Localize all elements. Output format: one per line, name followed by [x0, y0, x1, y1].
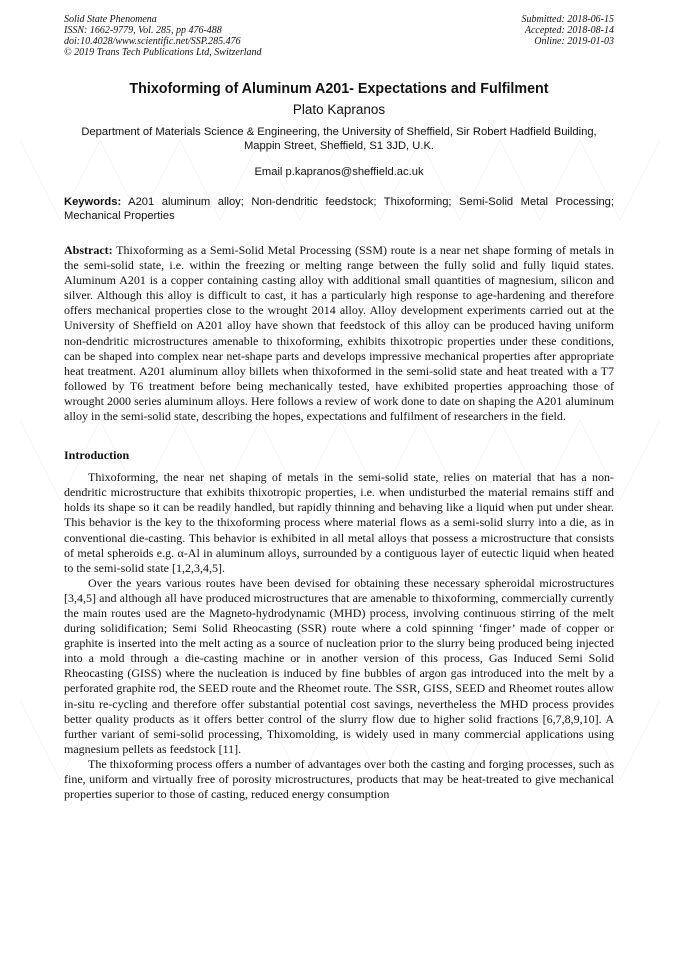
abstract-text: Thixoforming as a Semi-Solid Metal Processing (SSM) route is a near net shape forming of metals in the semi-solid state, i.e. within the freezing or melting range between the fully solid and fully liquid states. Aluminum A201 is a copper containing casting alloy with additional small quantities of magnesium, silicon and silver. Although this alloy is difficult to cast, it has a particularly high response to age-hardening and therefore offers mechanical properties close to the wrought 2014 alloy. Alloy development experiments carried out at the University of Sheffield on A201 alloy have shown that feedstock of this alloy can be produced having uniform non-dendritic microstructures amenable to thixoforming, exhibits thixotropic properties under these conditions, can be shaped into complex near net-shape parts and develops impressive mechanical properties after appropriate heat treatment. A201 aluminum alloy billets when thixoformed in the semi-solid state and heat treated with a T7 followed by T6 treatment before being mechanically tested, have exhibited properties approaching those of wrought 2000 series aluminum alloys. Here follows a review of work done to date on shaping the A201 aluminum alloy in the semi-solid state, describing the hopes, expectations and fulfilment of researchers in the field. [64, 243, 614, 424]
copyright: © 2019 Trans Tech Publications Ltd, Switzerland [64, 47, 262, 58]
paper-title: Thixoforming of Aluminum A201- Expectations and Fulfilment [129, 81, 549, 97]
accepted-date: Accepted: 2018-08-14 [524, 25, 614, 36]
abstract-block [64, 243, 614, 424]
intro-paragraph-1: Thixoforming, the near net shaping of metals in the semi-solid state, relies on material that has a non-dendritic microstructure that exhibits thixotropic properties, i.e. when undisturbed the material remains stiff and holds its shape so it can be readily handled, but rapidly thinning and behaving like a liquid when put under shear. This behavior is the key to the thixoforming process where material flows as a semi-solid slurry into a die, as in conventional die-casting. This behavior is exhibited in all metal alloys that possess a microstructure that consists of metal spheroids e.g. α-Al in aluminum alloys, surrounded by a contiguous layer of eutectic liquid when heated to the semi-solid state [1,2,3,4,5]. [64, 470, 614, 575]
journal-name: Solid State Phenomena [64, 14, 157, 25]
abstract-label: Abstract: [64, 243, 113, 257]
keywords-block [64, 196, 614, 223]
keywords-label: Keywords: [64, 196, 122, 208]
author-name: Plato Kapranos [292, 102, 386, 117]
author-affiliation: Department of Materials Science & Engineering, the University of Sheffield, Sir Robert Hadfield Building, Mappin Street, Sheffield, S1 3JD, U.K. [81, 126, 597, 152]
publication-info [64, 14, 262, 58]
introduction-heading: Introduction [64, 448, 130, 463]
online-date: Online: 2019-01-03 [534, 36, 614, 47]
paper-content [64, 80, 614, 802]
keywords-text: A201 aluminum alloy; Non-dendritic feedstock; Thixoforming; Semi-Solid Metal Processing; Mechanical Properties [64, 196, 614, 222]
intro-paragraph-2: Over the years various routes have been devised for obtaining these necessary spheroidal microstructures [3,4,5] and although all have produced microstructures that are amenable to thixoforming, commercially currently the main routes used are the Magneto-hydrodynamic (MHD) process, involving continuous stirring of the melt during solidification; Semi Solid Rheocasting (SSR) route where a cold spinning ‘finger’ made of copper or graphite is inserted into the melt acting as a source of nucleation prior to the slurry being produced being injected into a mold through a die-casting machine or in another version of this process, Gas Induced Semi Solid Rheocasting (GISS) where the nucleation is induced by fine bubbles of argon gas introduced into the melt by a perforated graphite rod, the SEED route and the Rheomet route. The SSR, GISS, SEED and Rheomet routes allow in-situ re-cycling and therefore offer substantial potential cost savings, nevertheless the MHD process provides better quality products as it offers better control of the slurry flow due to higher solid fractions [6,7,8,9,10]. A further variant of semi-solid processing, Thixomolding, is widely used in many commercial applications using magnesium pellets as feedstock [11]. [64, 575, 614, 756]
author-email: Email p.kapranos@sheffield.ac.uk [254, 166, 424, 178]
submitted-date: Submitted: 2018-06-15 [521, 14, 614, 25]
doi: doi:10.4028/www.scientific.net/SSP.285.476 [64, 36, 241, 47]
intro-paragraph-3: The thixoforming process offers a number of advantages over both the casting and forging processes, such as fine, uniform and virtually free of porosity microstructures, products that may be heat-treated to give mechanical properties superior to those of casting, reduced energy consumption [64, 756, 614, 802]
publication-dates [522, 14, 615, 47]
issn-volume: ISSN: 1662-9779, Vol. 285, pp 476-488 [64, 25, 222, 36]
